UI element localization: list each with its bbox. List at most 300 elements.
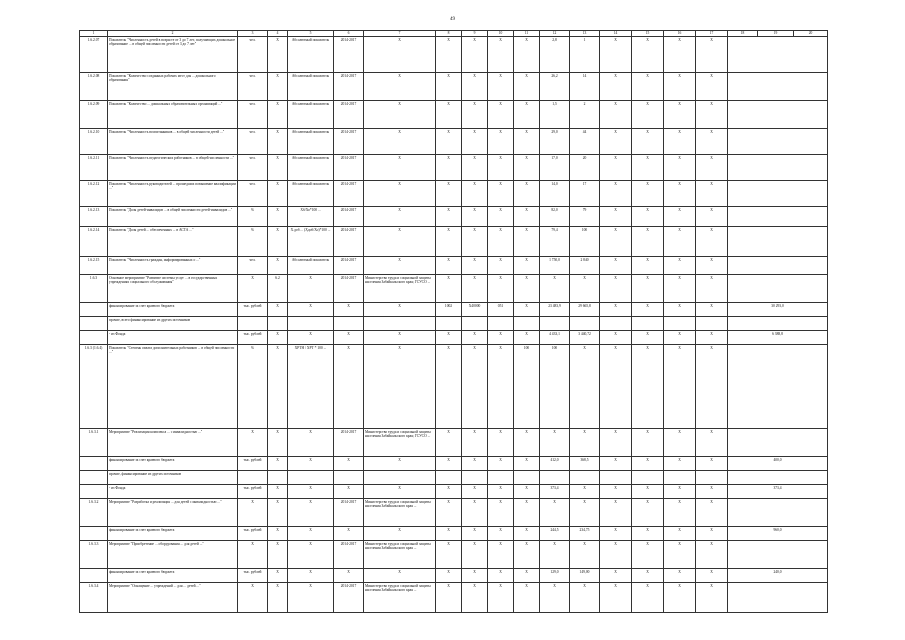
table-cell: X xyxy=(462,155,488,181)
table-cell: 17,0 xyxy=(540,155,570,181)
table-cell: X xyxy=(462,331,488,345)
table-cell: X xyxy=(238,429,268,457)
table-cell: X xyxy=(364,155,436,181)
table-cell: Показатель "Численность детей в возрасте от 3 до 7 лет, получающих дошкольное образование ... в общей численности детей от 3 до 7 лет" xyxy=(108,37,238,73)
table-cell xyxy=(364,317,436,331)
table-cell: X xyxy=(488,331,514,345)
table-cell: X xyxy=(288,331,334,345)
table-cell: X xyxy=(268,499,288,527)
table-cell: X xyxy=(664,499,696,527)
table-cell: X xyxy=(696,331,728,345)
table-cell: X xyxy=(268,257,288,275)
table-cell: X xyxy=(268,73,288,101)
table-cell: 1.6.3 xyxy=(80,275,108,303)
table-cell: Показатель "Доля детей ... обеспеченных ... в АСТА ..." xyxy=(108,227,238,257)
table-cell: X xyxy=(268,457,288,471)
table-cell: X xyxy=(268,303,288,317)
table-cell: X xyxy=(514,275,540,303)
table-cell: X xyxy=(514,541,540,569)
table-cell: 100 xyxy=(570,227,600,257)
table-cell: X xyxy=(696,485,728,499)
table-cell: Показатель "Количество созданных рабочих мест для ... дошкольного образования" xyxy=(108,73,238,101)
table-cell: X xyxy=(696,181,728,207)
table-cell: X xyxy=(600,257,632,275)
table-cell: 2 840 xyxy=(570,257,600,275)
table-cell: X xyxy=(696,227,728,257)
table-cell: Показатель "Численность руководителей ... прошедших повышение квалификации ..." xyxy=(108,181,238,207)
table-cell: X xyxy=(514,101,540,129)
table-cell: X xyxy=(696,155,728,181)
table-cell: X xyxy=(600,155,632,181)
table-cell: чел. xyxy=(238,257,268,275)
table-row xyxy=(80,499,828,527)
table-cell: X xyxy=(514,73,540,101)
table-cell: Абсолютный показатель xyxy=(288,181,334,207)
table-cell: X xyxy=(696,129,728,155)
table-cell: X xyxy=(514,583,540,613)
table-cell: X xyxy=(600,541,632,569)
table-cell: X xyxy=(632,303,664,317)
table-cell: X xyxy=(632,257,664,275)
table-cell: X xyxy=(488,457,514,471)
table-cell: 1 750,0 xyxy=(540,257,570,275)
column-number: 18 xyxy=(728,31,758,37)
table-cell: X xyxy=(600,499,632,527)
table-cell: X xyxy=(488,227,514,257)
table-cell: 3 440,72 xyxy=(570,331,600,345)
table-cell: X xyxy=(488,485,514,499)
table-cell: X xyxy=(364,101,436,129)
table-cell: X xyxy=(514,257,540,275)
table-cell: 1,5 xyxy=(540,101,570,129)
table-cell: X xyxy=(600,527,632,541)
table-cell xyxy=(364,471,436,485)
table-cell: Показатель "Численность граждан, информированных о ..." xyxy=(108,257,238,275)
table-cell: X xyxy=(436,485,462,499)
table-cell: X xyxy=(364,227,436,257)
table-cell: X xyxy=(664,457,696,471)
table-cell: X xyxy=(600,485,632,499)
table-cell: 29 665,8 xyxy=(570,303,600,317)
table-cell: Показатель "Количество ... дошкольных образовательных организаций ..." xyxy=(108,101,238,129)
table-cell: X xyxy=(696,275,728,303)
table-cell: 234,75 xyxy=(570,527,600,541)
table-cell: 2014-2017 xyxy=(334,101,364,129)
table-cell: X xyxy=(696,37,728,73)
column-number: 16 xyxy=(664,31,696,37)
table-cell: чел. xyxy=(238,155,268,181)
table-cell: X xyxy=(364,485,436,499)
table-cell: % xyxy=(238,227,268,257)
table-cell: X xyxy=(436,129,462,155)
table-cell: X xyxy=(696,303,728,317)
table-cell: X xyxy=(462,101,488,129)
table-cell: X xyxy=(514,37,540,73)
table-cell xyxy=(268,471,288,485)
table-cell: X xyxy=(334,569,364,583)
table-cell: 29,0 xyxy=(540,129,570,155)
table-cell: X xyxy=(288,457,334,471)
table-row xyxy=(80,331,828,345)
table-row xyxy=(80,207,828,227)
table-cell: X xyxy=(268,429,288,457)
table-cell: X xyxy=(514,527,540,541)
table-cell: X xyxy=(632,37,664,73)
table-cell xyxy=(436,471,462,485)
table-cell: X xyxy=(334,485,364,499)
table-cell: чел. xyxy=(238,73,268,101)
table-cell: X xyxy=(632,457,664,471)
table-cell xyxy=(288,471,334,485)
table-cell: X xyxy=(632,331,664,345)
table-cell: Х40000 xyxy=(462,303,488,317)
table-cell: - из Фонда xyxy=(108,331,238,345)
table-cell: X xyxy=(632,207,664,227)
table-cell: 1.6.2.12 xyxy=(80,181,108,207)
table-cell: X xyxy=(436,227,462,257)
column-number: 6 xyxy=(334,31,364,37)
table-cell: X xyxy=(696,583,728,613)
table-cell: X xyxy=(514,155,540,181)
table-cell: Абсолютный показатель xyxy=(288,257,334,275)
table-cell: X xyxy=(268,37,288,73)
table-cell: X xyxy=(632,429,664,457)
table-cell: X xyxy=(664,345,696,429)
table-cell xyxy=(570,471,600,485)
table-cell: 79,4 xyxy=(540,227,570,257)
table-cell: Показатель "Численность педагогических работников ... в общей численности ..." xyxy=(108,155,238,181)
table-cell: 1002 xyxy=(436,303,462,317)
table-cell: X xyxy=(632,181,664,207)
table-cell: X xyxy=(268,227,288,257)
table-cell: тыс. рублей xyxy=(238,457,268,471)
table-cell: X xyxy=(364,331,436,345)
table-cell: Абсолютный показатель xyxy=(288,155,334,181)
table-cell xyxy=(488,317,514,331)
table-cell: Мероприятие "Реализация комплекса ... с инвалидностью ..." xyxy=(108,429,238,457)
table-cell xyxy=(632,317,664,331)
column-number: 4 xyxy=(268,31,288,37)
table-cell: X xyxy=(600,275,632,303)
table-cell: X xyxy=(488,527,514,541)
table-row xyxy=(80,345,828,429)
table-cell: X xyxy=(436,583,462,613)
table-cell: X xyxy=(600,429,632,457)
table-cell xyxy=(540,471,570,485)
table-cell xyxy=(334,471,364,485)
table-cell: X xyxy=(600,331,632,345)
table-cell xyxy=(600,471,632,485)
table-cell xyxy=(664,317,696,331)
column-number: 10 xyxy=(488,31,514,37)
table-cell: X xyxy=(462,485,488,499)
table-cell: X xyxy=(664,541,696,569)
table-cell: X xyxy=(664,207,696,227)
table-row xyxy=(80,527,828,541)
table-cell xyxy=(728,73,828,101)
table-cell: X xyxy=(436,569,462,583)
table-cell: 1.6.2.11 xyxy=(80,155,108,181)
table-cell: X xyxy=(632,129,664,155)
table-cell: X xyxy=(540,541,570,569)
table-cell: X xyxy=(364,527,436,541)
table-cell xyxy=(80,331,108,345)
table-row xyxy=(80,101,828,129)
table-cell: 79 xyxy=(570,207,600,227)
table-cell: 960,0 xyxy=(728,527,828,541)
table-cell: X xyxy=(462,429,488,457)
table-cell: X xyxy=(696,527,728,541)
table-cell: 6 388,8 xyxy=(728,331,828,345)
table-cell: 1.6.3.4 xyxy=(80,583,108,613)
table-cell: 1.6.2.09 xyxy=(80,101,108,129)
table-cell xyxy=(80,471,108,485)
table-cell: X xyxy=(488,429,514,457)
table-cell: X xyxy=(268,181,288,207)
table-cell: 2014-2017 xyxy=(334,37,364,73)
table-cell: X xyxy=(514,303,540,317)
table-cell: 373,4 xyxy=(728,485,828,499)
table-cell: 4 433,1 xyxy=(540,331,570,345)
table-cell: Абсолютный показатель xyxy=(288,129,334,155)
table-cell: Показатель "Численность воспитанников ... в общей численности детей ..." xyxy=(108,129,238,155)
table-row xyxy=(80,181,828,207)
table-cell: 14 xyxy=(570,73,600,101)
table-cell: X xyxy=(664,583,696,613)
table-cell: 14,0 xyxy=(540,181,570,207)
table-cell: тыс. рублей xyxy=(238,485,268,499)
table-cell xyxy=(514,471,540,485)
table-cell: X xyxy=(600,101,632,129)
table-cell: X xyxy=(488,569,514,583)
table-cell: 17 xyxy=(570,181,600,207)
table-cell: X xyxy=(600,207,632,227)
table-row xyxy=(80,457,828,471)
table-cell: X xyxy=(364,569,436,583)
table-cell: X xyxy=(288,303,334,317)
table-cell: X xyxy=(436,181,462,207)
table-cell: 2 xyxy=(570,101,600,129)
table-cell xyxy=(80,527,108,541)
table-cell: X xyxy=(600,457,632,471)
table-cell: Мероприятие "Разработка и реализация ... для детей с инвалидностью ..." xyxy=(108,499,238,527)
table-cell: X xyxy=(696,457,728,471)
table-cell: X xyxy=(696,345,728,429)
table-cell: X xyxy=(364,303,436,317)
table-row xyxy=(80,257,828,275)
table-cell: X xyxy=(664,181,696,207)
table-cell: X xyxy=(436,37,462,73)
table-cell: X xyxy=(334,457,364,471)
table-row xyxy=(80,155,828,181)
table-cell: X xyxy=(540,429,570,457)
table-cell: X xyxy=(436,345,462,429)
table-cell: Министерство труда и социальной защиты населения Забайкальского края ... xyxy=(364,583,436,613)
table-cell: 373,4 xyxy=(540,485,570,499)
table-cell xyxy=(728,207,828,227)
table-cell: X xyxy=(364,207,436,227)
table-cell: финансирование за счет краевого бюджета xyxy=(108,457,238,471)
table-cell: X xyxy=(364,37,436,73)
table-cell: X xyxy=(514,331,540,345)
table-cell: X xyxy=(268,207,288,227)
table-cell: X xyxy=(664,331,696,345)
table-cell: X xyxy=(488,101,514,129)
table-cell: 149,00 xyxy=(570,569,600,583)
table-cell: X xyxy=(514,429,540,457)
table-cell: X xyxy=(632,227,664,257)
table-row xyxy=(80,429,828,457)
program-table xyxy=(79,30,828,613)
column-number: 9 xyxy=(462,31,488,37)
table-cell: 2014-2017 xyxy=(334,129,364,155)
table-cell xyxy=(514,317,540,331)
table-cell xyxy=(600,317,632,331)
table-cell: X xyxy=(462,227,488,257)
table-cell: 6.2 xyxy=(268,275,288,303)
table-cell xyxy=(462,317,488,331)
table-cell: X xyxy=(462,569,488,583)
table-cell: X xyxy=(664,527,696,541)
table-cell: X xyxy=(288,569,334,583)
column-number: 5 xyxy=(288,31,334,37)
table-cell: X xyxy=(436,207,462,227)
column-number: 2 xyxy=(108,31,238,37)
table-row xyxy=(80,129,828,155)
table-cell xyxy=(728,37,828,73)
table-cell: X xyxy=(436,101,462,129)
table-cell: 1.6.3.2 xyxy=(80,499,108,527)
table-cell: X xyxy=(696,429,728,457)
table-cell: Показатель "Степень охвата дополнительных работников ... в общей численности ..." xyxy=(108,345,238,429)
table-cell: X xyxy=(632,499,664,527)
table-cell: X xyxy=(514,181,540,207)
table-cell xyxy=(728,181,828,207)
table-cell xyxy=(268,317,288,331)
page-number: 49 xyxy=(450,17,455,22)
table-cell: X xyxy=(462,499,488,527)
table-cell: X xyxy=(664,73,696,101)
table-cell: X xyxy=(364,345,436,429)
table-cell: X xyxy=(288,429,334,457)
table-cell xyxy=(540,317,570,331)
table-cell: ХРТН / ХРТ * 100 ... xyxy=(288,345,334,429)
column-number: 20 xyxy=(794,31,828,37)
table-cell: 2014-2017 xyxy=(334,227,364,257)
table-cell xyxy=(728,155,828,181)
table-cell xyxy=(728,275,828,303)
table-cell: X xyxy=(364,257,436,275)
table-cell: X xyxy=(664,227,696,257)
column-number: 3 xyxy=(238,31,268,37)
table-cell: чел. xyxy=(238,37,268,73)
table-cell xyxy=(488,471,514,485)
table-cell xyxy=(462,471,488,485)
table-cell xyxy=(728,129,828,155)
table-cell: X xyxy=(570,499,600,527)
table-cell: X xyxy=(664,303,696,317)
table-cell: чел. xyxy=(238,101,268,129)
table-cell: X xyxy=(268,569,288,583)
table-cell: % xyxy=(238,207,268,227)
table-cell: X xyxy=(696,101,728,129)
table-cell: X xyxy=(488,73,514,101)
table-cell: Мероприятие "Оснащение ... учреждений ... для ... детей ..." xyxy=(108,583,238,613)
table-cell: X xyxy=(288,275,334,303)
table-cell xyxy=(664,471,696,485)
table-cell xyxy=(696,317,728,331)
table-cell: тыс. рублей xyxy=(238,303,268,317)
table-cell: X xyxy=(288,527,334,541)
table-cell: X xyxy=(600,583,632,613)
table-cell: 2014-2017 xyxy=(334,541,364,569)
table-cell: X xyxy=(462,583,488,613)
table-cell: X xyxy=(570,275,600,303)
table-cell: X xyxy=(664,485,696,499)
table-cell: тыс. рублей xyxy=(238,527,268,541)
table-cell: X xyxy=(462,457,488,471)
table-cell: X xyxy=(488,155,514,181)
column-number: 17 xyxy=(696,31,728,37)
table-cell xyxy=(696,471,728,485)
table-cell: Абсолютный показатель xyxy=(288,101,334,129)
table-cell: X xyxy=(696,541,728,569)
table-cell: X xyxy=(268,541,288,569)
table-cell: X xyxy=(334,345,364,429)
table-row xyxy=(80,541,828,569)
table-cell: X xyxy=(600,227,632,257)
table-cell xyxy=(80,457,108,471)
table-cell: % xyxy=(238,345,268,429)
table-cell: 100 xyxy=(540,345,570,429)
table-cell: X xyxy=(436,527,462,541)
table-cell: X xyxy=(540,583,570,613)
table-cell: 400,0 xyxy=(728,457,828,471)
column-number: 13 xyxy=(570,31,600,37)
table-cell: 30 293,0 xyxy=(728,303,828,317)
table-cell: X xyxy=(268,101,288,129)
table-cell: X xyxy=(288,583,334,613)
table-cell: 244,5 xyxy=(540,527,570,541)
table-cell: 129,0 xyxy=(540,569,570,583)
table-cell: X xyxy=(664,275,696,303)
table-cell: X xyxy=(570,485,600,499)
table-cell xyxy=(334,317,364,331)
table-cell: 2014-2017 xyxy=(334,207,364,227)
table-cell xyxy=(728,345,828,429)
table-cell: X xyxy=(436,73,462,101)
table-cell: X xyxy=(600,73,632,101)
table-cell: X xyxy=(514,227,540,257)
column-number: 14 xyxy=(600,31,632,37)
table-cell: X xyxy=(462,541,488,569)
table-cell: X xyxy=(632,101,664,129)
table-cell: 1.6.2.13 xyxy=(80,207,108,227)
table-cell: X xyxy=(664,257,696,275)
column-number: 19 xyxy=(758,31,794,37)
table-cell: 368,5 xyxy=(570,457,600,471)
table-cell: Показатель "Доля детей-инвалидов ... в общей численности детей-инвалидов ..." xyxy=(108,207,238,227)
table-cell: прочие, всего финансирование из других источников xyxy=(108,317,238,331)
column-number: 7 xyxy=(364,31,436,37)
table-cell: Министерство труда и социальной защиты населения Забайкальского края ... xyxy=(364,499,436,527)
table-cell: X xyxy=(268,485,288,499)
table-cell: 2,8 xyxy=(540,37,570,73)
table-cell: Основное мероприятие "Развитие системы услуг ... в государственных учреждениях социального обслуживания" xyxy=(108,275,238,303)
table-cell: X xyxy=(364,457,436,471)
table-cell: X xyxy=(488,207,514,227)
table-cell: X xyxy=(632,345,664,429)
